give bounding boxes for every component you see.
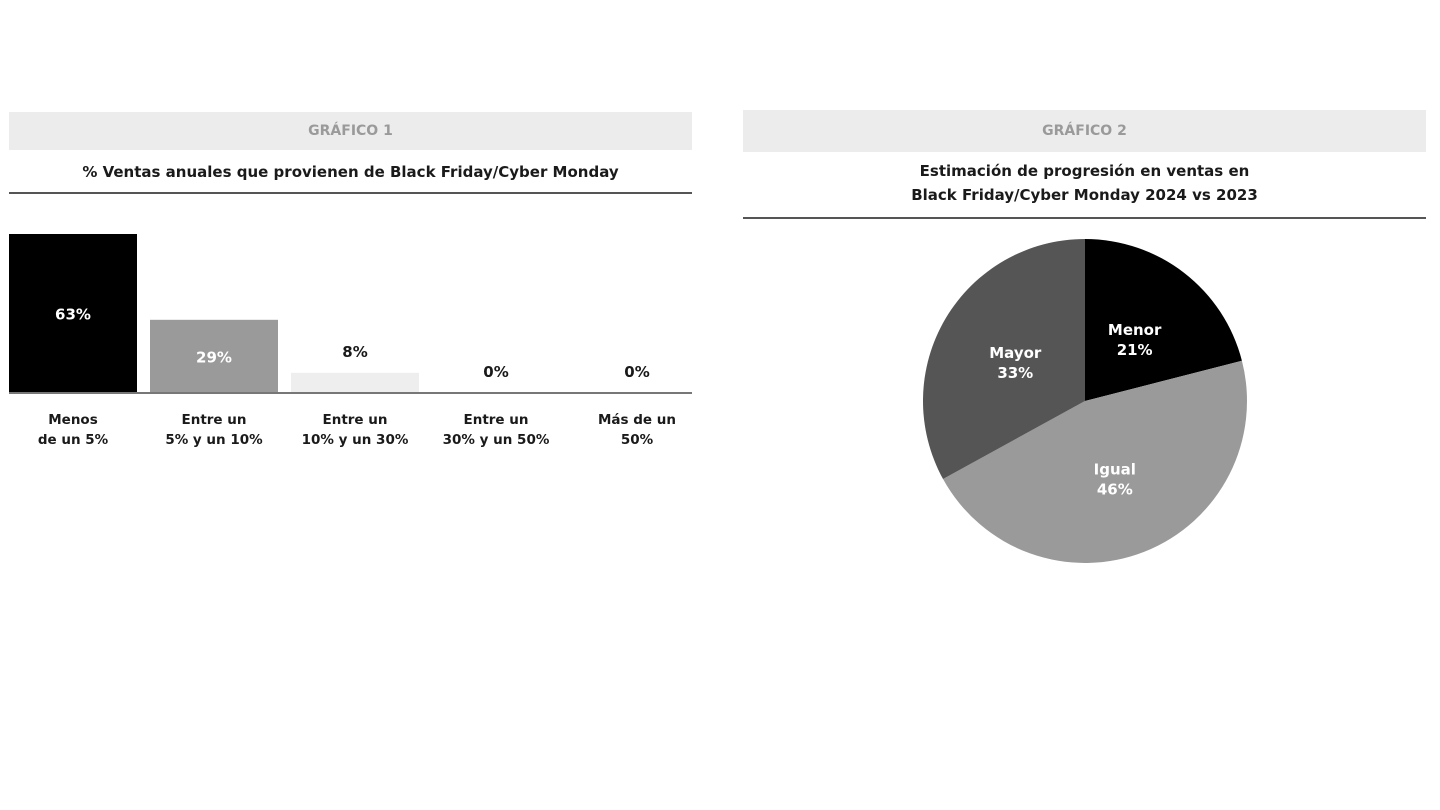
category-label: 10% y un 30% [301, 432, 409, 448]
pie-slice-value: 21% [1116, 340, 1153, 359]
pie-slice-label: Igual [1093, 460, 1136, 479]
pie-slice-value: 46% [1096, 480, 1133, 499]
chart-title-line-2: Black Friday/Cyber Monday 2024 vs 2023 [911, 186, 1258, 204]
category-label: de un 5% [37, 432, 109, 448]
bar-value-label: 29% [196, 348, 232, 367]
chart-title-line-1: Estimación de progresión en ventas en [919, 162, 1250, 180]
pie-slice-label: Menor [1107, 320, 1162, 339]
category-label: 50% [620, 432, 654, 448]
category-label: Entre un [463, 412, 529, 428]
chart-title: % Ventas anuales que provienen de Black Friday/Cyber Monday [9, 150, 692, 194]
bar-value-label: 8% [342, 342, 368, 361]
chart-panel-2 [743, 110, 1426, 643]
category-label: Entre un [181, 412, 247, 428]
category-label: 5% y un 10% [165, 432, 263, 448]
bar-chart [9, 194, 692, 474]
category-label: 30% y un 50% [442, 432, 550, 448]
chart-title [743, 152, 1426, 219]
pie-slice-value: 33% [997, 363, 1034, 382]
category-label: Más de un [597, 412, 677, 428]
pie-chart [743, 219, 1426, 639]
bar-2 [291, 373, 419, 393]
category-label: Entre un [322, 412, 388, 428]
pie-slice-label: Mayor [989, 343, 1042, 362]
category-label: Menos [48, 412, 98, 428]
chart-tag: GRÁFICO 1 [9, 112, 692, 150]
bar-value-label: 0% [483, 363, 509, 381]
bar-value-label: 0% [624, 363, 650, 381]
bar-value-label: 63% [55, 305, 91, 324]
chart-tag: GRÁFICO 2 [743, 110, 1426, 152]
chart-panel-1 [9, 112, 692, 478]
